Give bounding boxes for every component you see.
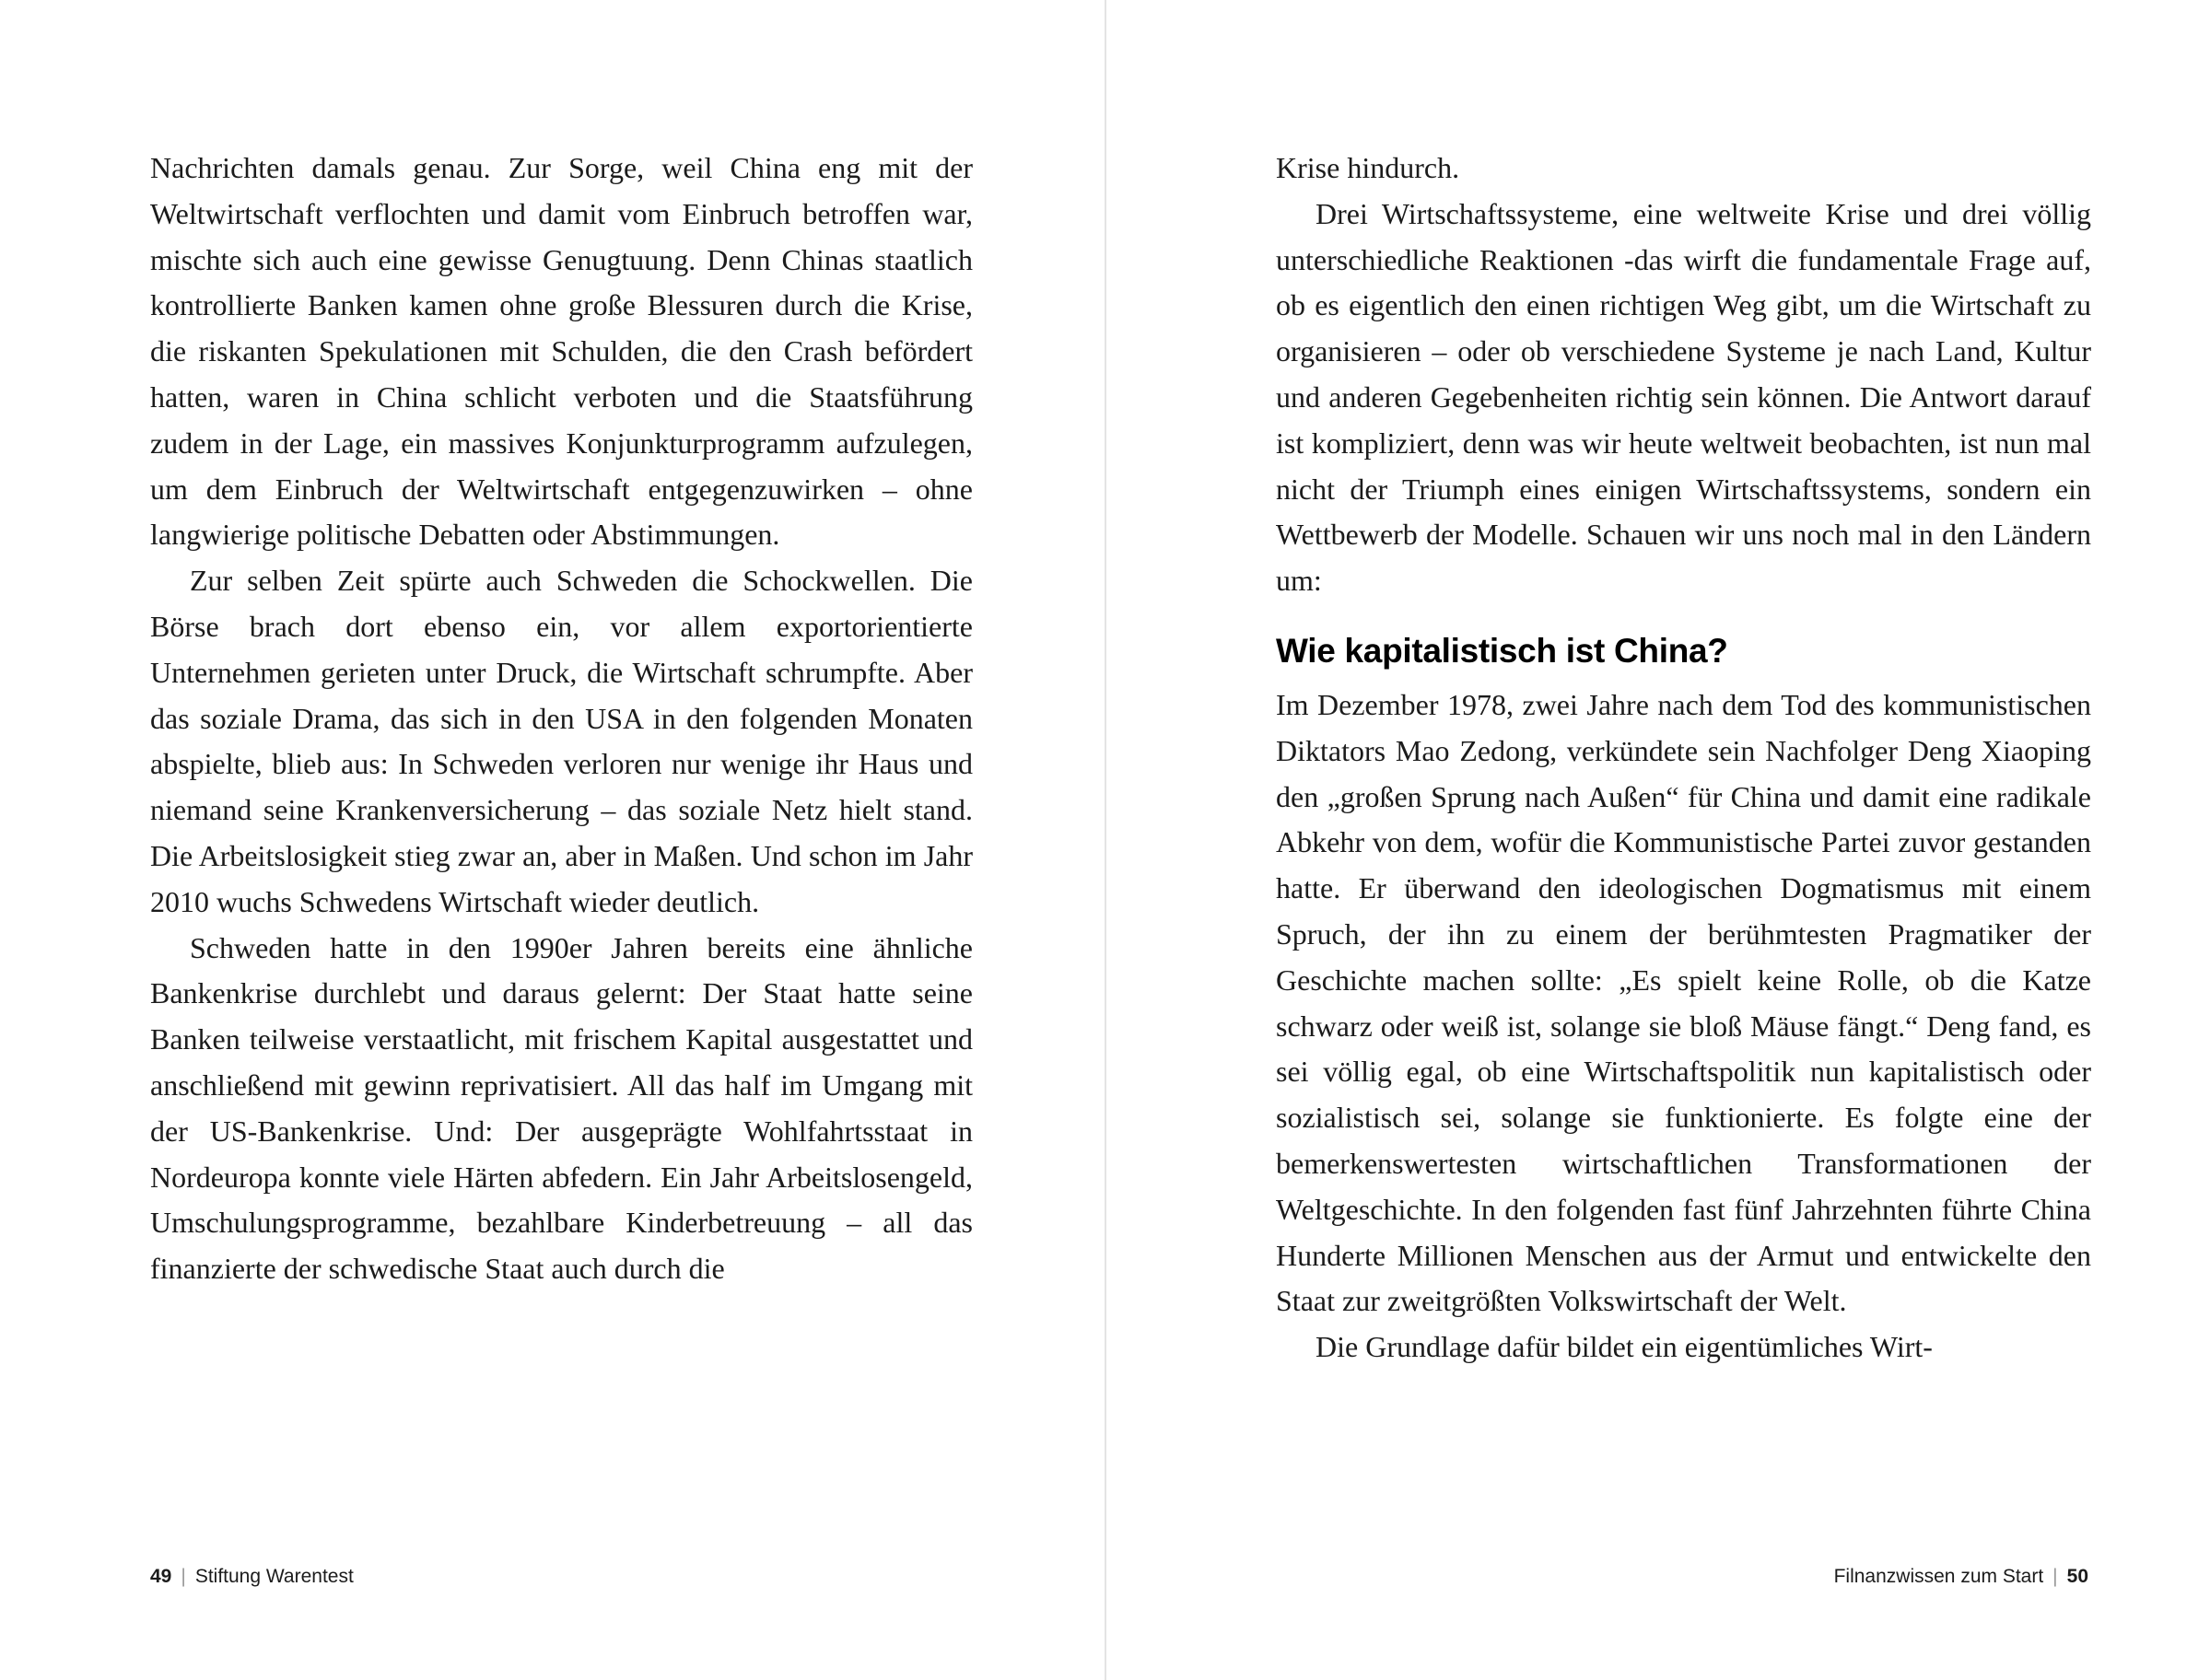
footer-separator: | [2052, 1566, 2058, 1587]
page-gutter-divider [1105, 0, 1106, 1680]
footer-left [150, 1566, 354, 1588]
footer-separator: | [181, 1566, 186, 1587]
footer-label: Filnanzwissen zum Start [1833, 1566, 2044, 1587]
paragraph: Schweden hatte in den 1990er Jahren bereits eine ähnliche Bankenkrise durchlebt und daraus gelernt: Der Staat hatte seine Banken teilweise verstaatlicht, mit frischem Kapital ausgestattet und anschließend mit gewinn reprivatisiert. All das half im Umgang mit der US-Bankenkrise. Und: Der ausgeprägte Wohlfahrtsstaat in Nordeuropa konnte viele Härten abfedern. Ein Jahr Arbeitslosengeld, Umschulungsprogramme, bezahlbare Kinderbetreuung – all das finanzierte der schwedische Staat auch durch die [150, 930, 973, 1286]
paragraph: Drei Wirtschaftssysteme, eine weltweite Krise und drei völlig unterschiedliche Reaktionen -das wirft die fundamentale Frage auf, ob es eigentlich den einen richtigen Weg gibt, um die Wirtschaft zu organisieren – oder ob verschiedene Systeme je nach Land, Kultur und anderen Gegebenheiten richtig sein können. Die Antwort darauf ist kompliziert, denn was wir heute weltweit beobachten, ist nun mal nicht der Triumph eines einigen Wirtschaftssystems, sondern ein Wettbewerb der Modelle. Schauen wir uns noch mal in den Ländern um: [1276, 196, 2091, 598]
page-number: 50 [2066, 1566, 2088, 1587]
section-heading: Wie kapitalistisch ist China? [1276, 631, 1728, 670]
paragraph: Die Grundlage dafür bildet ein eigentümliches Wirt- [1315, 1330, 1933, 1364]
footer-label: Stiftung Warentest [194, 1566, 354, 1587]
page-number: 49 [150, 1566, 172, 1587]
paragraph: Nachrichten damals genau. Zur Sorge, weil China eng mit der Weltwirtschaft verflochten und damit vom Einbruch betroffen war, mischte sich auch eine gewisse Genugtuung. Denn Chinas staatlich kontrollierte Banken kamen ohne große Blessuren durch die Krise, die riskanten Spekulationen mit Schulden, die den Crash befördert hatten, waren in China schlicht verboten und die Staatsführung zudem in der Lage, ein massives Konjunkturprogramm aufzulegen, um dem Einbruch der Weltwirtschaft entgegenzuwirken – ohne langwierige politische Debatten oder Abstimmungen. [150, 151, 973, 552]
footer-right [1834, 1566, 2088, 1588]
paragraph: Zur selben Zeit spürte auch Schweden die Schockwellen. Die Börse brach dort ebenso ein, vor allem exportorientierte Unternehmen gerieten unter Druck, die Wirtschaft schrumpfte. Aber das soziale Drama, das sich in den USA in den folgenden Monaten abspielte, blieb aus: In Schweden verloren nur wenige ihr Haus und niemand seine Krankenversicherung – das soziale Netz hielt stand. Die Arbeitslosigkeit stieg zwar an, aber in Maßen. Und schon im Jahr 2010 wuchs Schwedens Wirtschaft wieder deutlich. [150, 564, 973, 918]
paragraph: Im Dezember 1978, zwei Jahre nach dem Tod des kommunistischen Diktators Mao Zedong, verkündete sein Nachfolger Deng Xiaoping den „großen Sprung nach Außen“ für China und damit eine radikale Abkehr von dem, wofür die Kommunistische Partei zuvor gestanden hatte. Er überwand den ideologischen Dogmatismus mit einem Spruch, der ihn zu einem der berühmtesten Pragmatiker der Geschichte machen sollte: „Es spielt keine Rolle, ob die Katze schwarz oder weiß ist, solange sie bloß Mäuse fängt.“ Deng fand, es sei völlig egal, ob eine Wirtschaftspolitik nun kapitalistisch oder sozialistisch sei, solange sie funktionierte. Es folgte eine der bemerkenswertesten wirtschaftlichen Transformationen der Weltgeschichte. In den folgenden fast fünf Jahrzehnten führte China Hunderte Millionen Menschen aus der Armut und entwickelte den Staat zur zweitgrößten Volkswirtschaft der Welt. [1276, 687, 2091, 1318]
left-text-column [150, 146, 973, 1292]
page-right [1105, 0, 2209, 1680]
right-text-column [1276, 146, 2091, 1371]
paragraph: Krise hindurch. [1276, 151, 1460, 184]
